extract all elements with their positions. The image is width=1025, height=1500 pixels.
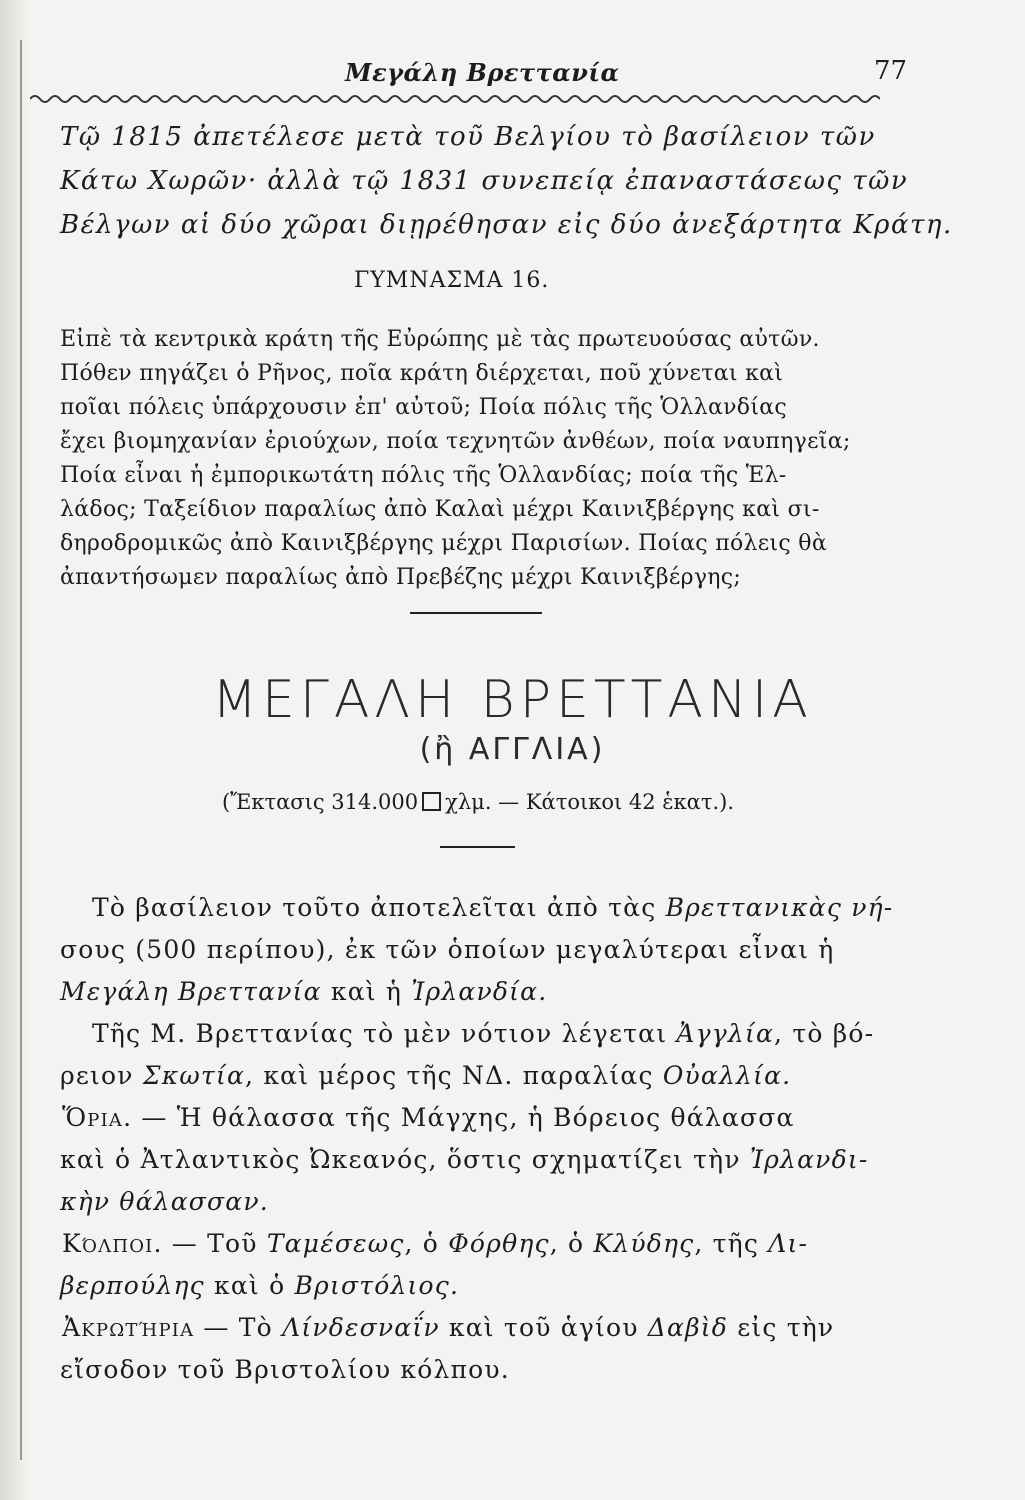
body-line: [60, 977, 547, 1006]
body-text: , ὁ: [404, 1229, 449, 1258]
section-divider: [410, 612, 542, 614]
exercise-line: λάδος; Ταξείδιον παραλίως ἀπὸ Καλαὶ μέχρι Καινιξβέργης καὶ σι-: [60, 497, 820, 522]
exercise-line: ἔχει βιομηχανίαν ἐριούχων, ποία τεχνητῶν ἀνθέων, ποία ναυπηγεῖα;: [60, 429, 851, 454]
exercise-title: ΓΥΜΝΑΣΜΑ 16.: [354, 268, 550, 293]
body-text: καὶ ἡ: [321, 977, 412, 1006]
exercise-line: ποῖαι πόλεις ὑπάρχουσιν ἐπ' αὐτοῦ; Ποία πόλις τῆς Ὁλλανδίας: [60, 395, 788, 420]
body-text-italic: Σκωτία: [142, 1061, 246, 1090]
body-text: Τῆς Μ. Βρεττανίας τὸ μὲν νότιον λέγεται: [92, 1019, 677, 1048]
body-text: — Τὸ: [194, 1313, 283, 1342]
intro-line: Κάτω Χωρῶν· ἀλλὰ τῷ 1831 συνεπείᾳ ἐπαναστάσεως τῶν: [60, 166, 909, 196]
exercise-line: ἀπαντήσωμεν παραλίως ἀπὸ Πρεβέζης μέχρι Καινιξβέργης;: [60, 565, 742, 590]
page-number: 77: [874, 56, 908, 86]
body-text: ρειον: [60, 1061, 143, 1090]
body-text-italic: Ἰρλανδι-: [749, 1145, 869, 1174]
body-text: , τῆς: [694, 1229, 769, 1258]
body-text: καὶ ὁ Ἀτλαντικὸς Ὠκεανός, ὅστις σχηματίζει τὴν: [60, 1145, 750, 1174]
body-line: [62, 1229, 808, 1258]
body-text: — Τοῦ: [162, 1229, 267, 1258]
body-text: Τὸ βασίλειον τοῦτο ἀποτελεῖται ἀπὸ τὰς: [92, 893, 666, 922]
body-text: , καὶ μέρος τῆς ΝΔ. παραλίας: [245, 1061, 663, 1090]
exercise-line: Εἰπὲ τὰ κεντρικὰ κράτη τῆς Εὐρώπης μὲ τὰς πρωτευούσας αὐτῶν.: [60, 327, 820, 352]
body-text-italic: Λίνδεσναΐν: [282, 1313, 440, 1342]
body-text-italic: Βρεττανικὰς νή-: [665, 893, 894, 922]
body-text: εἰς τὴν: [728, 1313, 835, 1342]
area-population-line: [222, 790, 734, 814]
body-text-italic: Ἀγγλία: [676, 1019, 775, 1048]
exercise-line: Ποία εἶναι ἡ ἐμπορικωτάτη πόλις τῆς Ὁλλανδίας; ποία τῆς Ἑλ-: [60, 463, 787, 488]
exercise-line: Πόθεν πηγάζει ὁ Ρῆνος, ποῖα κράτη διέρχεται, ποῦ χύνεται καὶ: [60, 361, 784, 386]
body-line: εἴσοδον τοῦ Βριστολίου κόλπου.: [60, 1355, 510, 1384]
body-line: κὴν θάλασσαν.: [60, 1187, 269, 1216]
body-line: [92, 893, 893, 922]
running-header: Μεγάλη Βρεττανία: [345, 58, 620, 87]
body-text-italic: Βριστόλιος.: [294, 1271, 460, 1300]
body-text-italic: Μεγάλη Βρεττανία: [60, 977, 322, 1006]
body-line: [62, 1313, 834, 1342]
section-subtitle: (ἢ ΑΓΓΛΙΑ): [419, 732, 606, 767]
square-symbol-icon: [422, 792, 441, 811]
body-text: , ὁ: [549, 1229, 594, 1258]
body-text-italic: Ταμέσεως: [266, 1229, 405, 1258]
intro-line: Τῷ 1815 ἀπετέλεσε μετὰ τοῦ Βελγίου τὸ βασίλειον τῶν: [60, 122, 876, 152]
body-text: καὶ τοῦ ἁγίου: [439, 1313, 648, 1342]
body-line: [60, 1061, 791, 1090]
body-text-italic: Δαβὶδ: [647, 1313, 729, 1342]
wavy-header-rule: [30, 92, 880, 106]
section-title: ΜΕΓΑΛΗ ΒΡΕΤΤΑΝΙΑ: [212, 670, 813, 730]
intro-line: Βέλγων αἱ δύο χῶραι διῃρέθησαν εἰς δύο ἀνεξάρτητα Κράτη.: [60, 210, 953, 240]
body-text: σους (500 περίπου), ἐκ τῶν ὁποίων μεγαλύτεραι εἶναι ἡ: [60, 935, 835, 964]
body-text: , τὸ βό-: [774, 1019, 875, 1048]
exercise-line: δηροδρομικῶς ἀπὸ Καινιξβέργης μέχρι Παρισίων. Ποίας πόλεις θὰ: [60, 531, 827, 556]
body-text-italic: Οὐαλλία.: [662, 1061, 792, 1090]
body-text-italic: βερπούλης: [60, 1271, 205, 1300]
body-text-italic: Ἰρλανδία.: [411, 977, 548, 1006]
subheading-label: Κόλποι.: [62, 1229, 163, 1258]
body-line: [62, 1103, 795, 1132]
body-text-italic: Λι-: [768, 1229, 809, 1258]
subheading-label: Ἀκρωτήρια: [62, 1313, 195, 1342]
section-divider: [440, 846, 515, 848]
body-line: [60, 1145, 868, 1174]
body-text: καὶ ὁ: [204, 1271, 295, 1300]
body-text-italic: Κλύδης: [593, 1229, 695, 1258]
body-line: [60, 935, 834, 964]
subheading-label: Ὅρια.: [62, 1103, 133, 1132]
body-line: [60, 1271, 459, 1300]
extent-text: (Ἔκτασις 314.000: [222, 790, 419, 814]
extent-unit-text: χλμ. — Κάτοικοι 42 ἑκατ.).: [445, 790, 735, 814]
body-text-italic: Φόρθης: [448, 1229, 550, 1258]
body-text: — Ἡ θάλασσα τῆς Μάγχης, ἡ Βόρειος θάλασσα: [132, 1103, 795, 1132]
body-line: [92, 1019, 874, 1048]
